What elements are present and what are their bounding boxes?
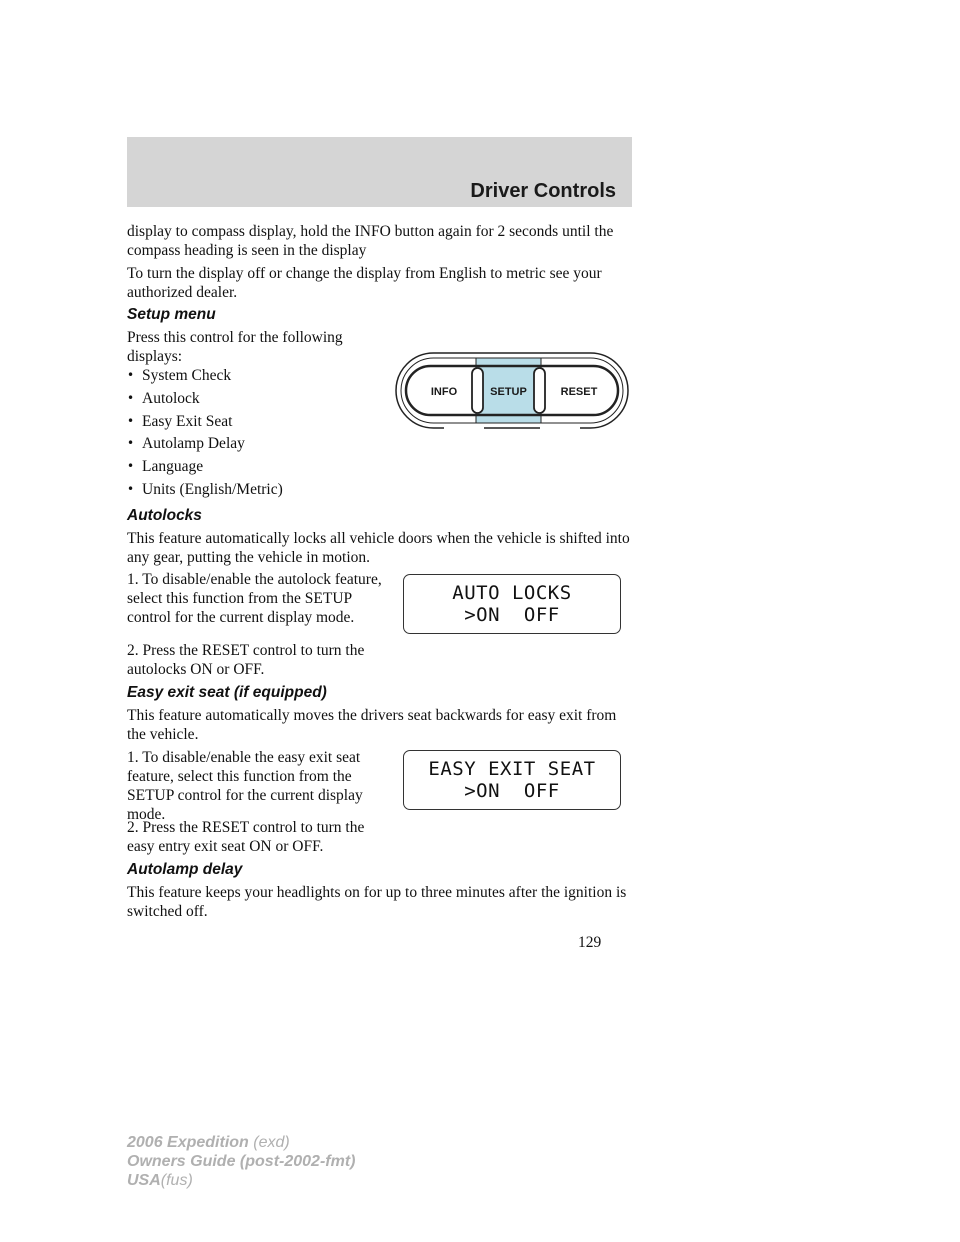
autolocks-step-2: 2. Press the RESET control to turn the autolocks ON or OFF.: [127, 642, 365, 678]
list-item: [127, 366, 377, 389]
bullet-icon: •: [127, 413, 135, 428]
footer-market: USA: [127, 1172, 161, 1189]
easy-exit-step-1: 1. To disable/enable the easy exit seat feature, select this function from the SETUP control for the current display mode.: [127, 749, 363, 823]
reset-button: RESET: [560, 386, 598, 398]
footer-model-code: (exd): [253, 1134, 290, 1151]
autolocks-text: This feature automatically locks all vehicle doors when the vehicle is shifted into any gear, putting the vehicle in motion.: [127, 530, 630, 566]
autolamp-heading: Autolamp delay: [127, 861, 243, 878]
divider-right: [534, 368, 545, 413]
autolamp-text: This feature keeps your headlights on for up to three minutes after the ignition is switched off.: [127, 884, 627, 920]
display-line-2: >ON OFF: [464, 780, 560, 802]
bullet-icon: •: [127, 368, 135, 382]
display-line-1: EASY EXIT SEAT: [428, 758, 596, 780]
autolocks-heading: Autolocks: [127, 507, 202, 524]
display-line-1: AUTO LOCKS: [452, 582, 572, 604]
autolocks-step-1: 1. To disable/enable the autolock feature, select this function from the SETUP control for the current display mode.: [127, 571, 382, 626]
footer-line-3: [127, 1171, 355, 1190]
setup-menu-heading: Setup menu: [127, 306, 216, 323]
list-item-label: Language: [142, 458, 204, 476]
list-item-label: Easy Exit Seat: [142, 412, 233, 430]
footer-line-1: [127, 1133, 355, 1152]
bullet-icon: •: [127, 436, 135, 451]
setup-button: SETUP: [490, 386, 527, 398]
bullet-icon: •: [127, 459, 135, 474]
easy-exit-display: [403, 750, 621, 810]
section-title: Driver Controls: [470, 180, 616, 202]
list-item: [127, 389, 377, 412]
header-band: [127, 137, 632, 207]
intro-paragraph-1: display to compass display, hold the INFO button again for 2 seconds until the compass heading is seen in the display: [127, 223, 614, 259]
control-cluster-illustration: [394, 350, 630, 432]
info-button: INFO: [430, 386, 458, 398]
list-item: [127, 457, 377, 480]
autolocks-display: [403, 574, 621, 634]
list-item: [127, 434, 377, 457]
page-number: 129: [578, 934, 602, 951]
footer-line-2: Owners Guide (post-2002-fmt): [127, 1153, 356, 1170]
list-item-label: Autolamp Delay: [142, 435, 245, 453]
easy-exit-text: This feature automatically moves the drivers seat backwards for easy exit from the vehicle.: [127, 707, 617, 743]
list-item: [127, 480, 377, 503]
easy-exit-step-2: 2. Press the RESET control to turn the easy entry exit seat ON or OFF.: [127, 819, 365, 855]
list-item: [127, 412, 377, 435]
footer-model: 2006 Expedition: [127, 1134, 249, 1151]
display-line-2: >ON OFF: [464, 604, 560, 626]
easy-exit-heading: Easy exit seat (if equipped): [127, 684, 327, 701]
setup-menu-text: Press this control for the following displays:: [127, 329, 343, 365]
document-footer: [127, 1133, 355, 1190]
setup-menu-list: [127, 366, 377, 503]
footer-market-code: (fus): [160, 1172, 193, 1189]
control-cluster-graphic: [394, 350, 630, 432]
bullet-icon: •: [127, 390, 135, 405]
intro-paragraph-2: To turn the display off or change the display from English to metric see your authorized dealer.: [127, 265, 602, 301]
list-item-label: Autolock: [142, 389, 200, 407]
bullet-icon: •: [127, 481, 135, 496]
list-item-label: Units (English/Metric): [142, 480, 283, 498]
list-item-label: System Check: [142, 367, 232, 384]
divider-left: [472, 368, 483, 413]
